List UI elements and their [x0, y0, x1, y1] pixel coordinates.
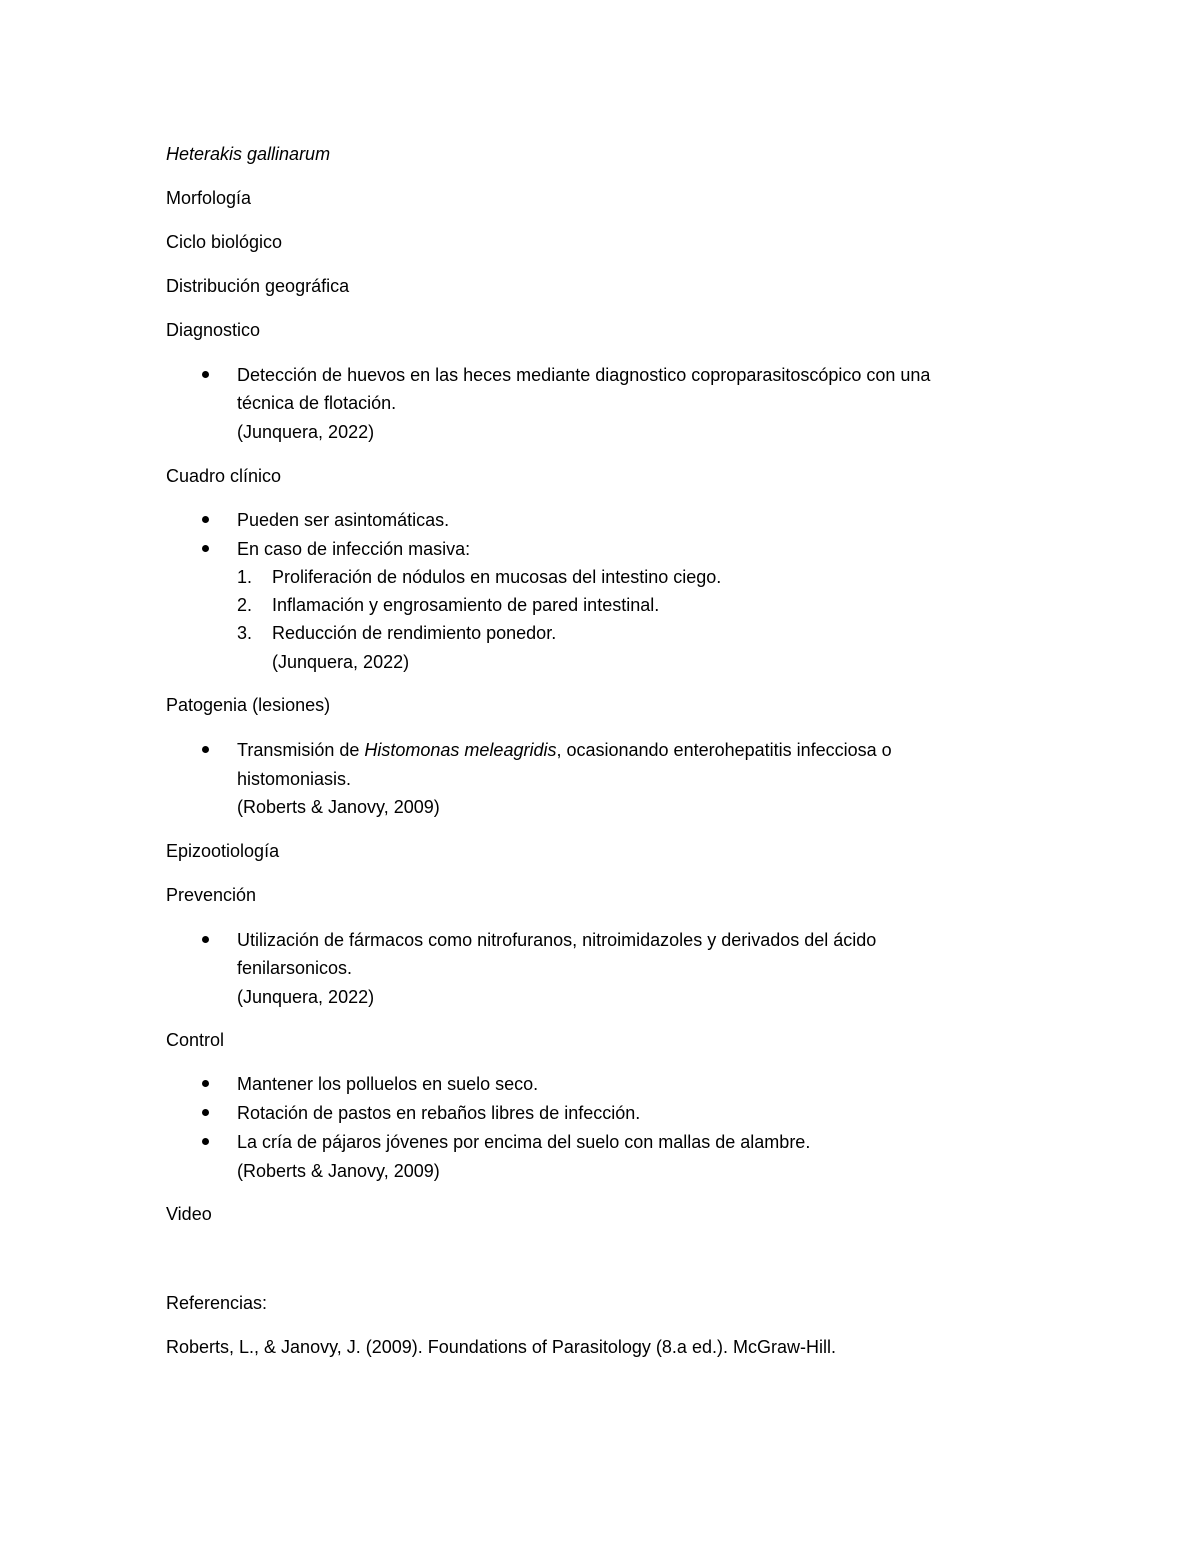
reference-entry: Roberts, L., & Janovy, J. (2009). Foundations of Parasitology (8.a ed.). McGraw-Hill. [166, 1337, 836, 1357]
bullet-icon [202, 1138, 209, 1145]
heading-prevencion: Prevención [166, 885, 257, 905]
heading-cuadro-clinico: Cuadro clínico [166, 466, 282, 486]
bullet-icon [202, 936, 209, 943]
list-number-2: 2. [237, 595, 253, 615]
document-title: Heterakis gallinarum [166, 144, 331, 164]
prevencion-item-line2: fenilarsonicos. [237, 958, 353, 978]
heading-distribucion: Distribución geográfica [166, 276, 350, 296]
heading-referencias: Referencias: [166, 1293, 268, 1313]
diagnostico-item-line1: Detección de huevos en las heces mediante diagnostico coproparasitoscópico con una [237, 365, 931, 385]
diagnostico-item-line2: técnica de flotación. [237, 393, 397, 413]
patogenia-item-line2: histomoniasis. [237, 769, 352, 789]
prevencion-citation: (Junquera, 2022) [237, 987, 375, 1007]
patogenia-item-line1 [237, 739, 892, 761]
heading-video: Video [166, 1204, 212, 1224]
heading-control: Control [166, 1030, 225, 1050]
patogenia-item-species: Histomonas meleagridis [364, 740, 557, 760]
cuadro-bullet1: Pueden ser asintomáticas. [237, 510, 450, 530]
cuadro-bullet2: En caso de infección masiva: [237, 539, 471, 559]
bullet-icon [202, 371, 209, 378]
bullet-icon [202, 1109, 209, 1116]
patogenia-citation: (Roberts & Janovy, 2009) [237, 797, 440, 817]
heading-patogenia: Patogenia (lesiones) [166, 695, 331, 715]
cuadro-citation: (Junquera, 2022) [272, 652, 410, 672]
heading-morfologia: Morfología [166, 188, 252, 208]
control-bullet2: Rotación de pastos en rebaños libres de infección. [237, 1103, 641, 1123]
cuadro-sub1: Proliferación de nódulos en mucosas del intestino ciego. [272, 567, 722, 587]
control-citation: (Roberts & Janovy, 2009) [237, 1161, 440, 1181]
heading-ciclo-biologico: Ciclo biológico [166, 232, 283, 252]
diagnostico-citation: (Junquera, 2022) [237, 422, 375, 442]
heading-diagnostico: Diagnostico [166, 320, 261, 340]
bullet-icon [202, 746, 209, 753]
patogenia-item-prefix: Transmisión de [237, 740, 365, 760]
control-bullet3: La cría de pájaros jóvenes por encima del suelo con mallas de alambre. [237, 1132, 811, 1152]
list-number-3: 3. [237, 623, 253, 643]
cuadro-sub3: Reducción de rendimiento ponedor. [272, 623, 557, 643]
bullet-icon [202, 1080, 209, 1087]
bullet-icon [202, 516, 209, 523]
heading-epizootiologia: Epizootiología [166, 841, 280, 861]
control-bullet1: Mantener los polluelos en suelo seco. [237, 1074, 539, 1094]
list-number-1: 1. [237, 567, 253, 587]
prevencion-item-line1: Utilización de fármacos como nitrofuranos, nitroimidazoles y derivados del ácido [237, 930, 877, 950]
bullet-icon [202, 545, 209, 552]
patogenia-item-suffix: , ocasionando enterohepatitis infecciosa o [556, 740, 892, 760]
cuadro-sub2: Inflamación y engrosamiento de pared intestinal. [272, 595, 660, 615]
